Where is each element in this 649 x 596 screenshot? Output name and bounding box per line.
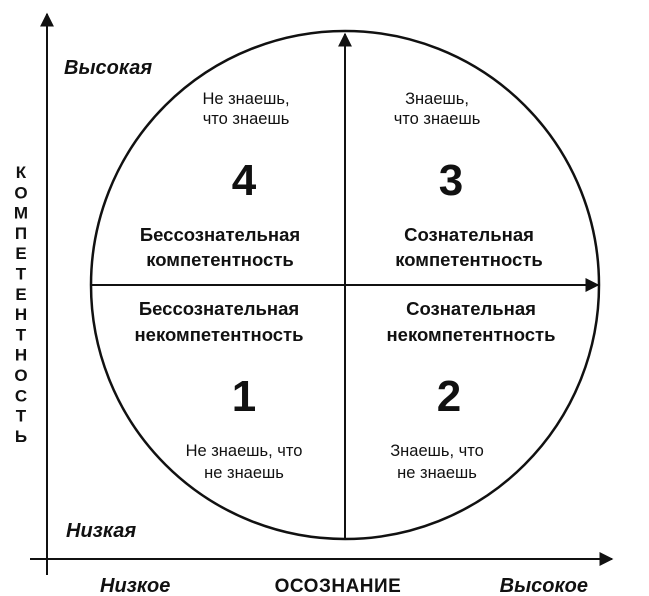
- competence-low-label: Низкая: [66, 520, 137, 542]
- quadrant-3-stage-line-2: компетентность: [395, 249, 543, 270]
- competence-axis-letter: Н: [14, 345, 28, 365]
- quadrant-1-number: 1: [231, 372, 257, 421]
- awareness-high-label: Высокое: [499, 575, 588, 596]
- quadrant-2-stage-line-2: некомпетентность: [386, 324, 556, 345]
- quadrant-4-stage-line-1: Бессознательная: [139, 224, 301, 245]
- competence-axis-letter: С: [14, 386, 28, 406]
- competence-axis-letter: Е: [15, 244, 27, 264]
- quadrant-2-desc-line-1: Знаешь, что: [390, 442, 484, 460]
- competence-axis-letter: О: [14, 366, 28, 385]
- quadrant-4-number: 4: [231, 156, 257, 205]
- quadrant-4-desc-line-2: что знаешь: [202, 110, 290, 128]
- quadrant-1: [135, 298, 304, 482]
- awareness-low-label: Низкое: [100, 575, 171, 596]
- quadrant-3-desc-line-1: Знаешь,: [405, 90, 469, 108]
- competence-axis-letter: Т: [15, 264, 27, 284]
- quadrant-2: [387, 298, 556, 482]
- competence-high-label: Высокая: [64, 57, 153, 79]
- competence-axis-letter: Н: [14, 305, 28, 325]
- awareness-axis-title: ОСОЗНАНИЕ: [274, 576, 402, 596]
- quadrant-2-number: 2: [436, 372, 462, 421]
- quadrant-4-stage-line-2: компетентность: [146, 249, 294, 270]
- quadrant-3: [394, 90, 543, 270]
- quadrant-2-desc-line-2: не знаешь: [397, 464, 477, 482]
- quadrant-3-desc-line-2: что знаешь: [393, 110, 481, 128]
- quadrant-3-stage-line-1: Сознательная: [404, 224, 534, 245]
- competence-axis-letter: П: [14, 223, 28, 243]
- competence-axis-letter: Т: [15, 325, 27, 345]
- competence-axis-letter: О: [14, 183, 28, 203]
- competence-axis-letter: К: [15, 163, 27, 182]
- quadrant-4: [140, 90, 300, 270]
- quadrant-2-stage-line-1: Сознательная: [406, 298, 536, 319]
- competence-axis-letter: М: [13, 203, 29, 223]
- quadrant-3-number: 3: [438, 156, 464, 205]
- quadrant-1-desc-line-2: не знаешь: [204, 464, 284, 482]
- competence-axis-title: [14, 163, 28, 446]
- competence-axis-letter: Т: [15, 406, 27, 426]
- quadrant-1-stage-line-1: Бессознательная: [138, 298, 300, 319]
- competence-axis-letter: Ь: [14, 426, 28, 446]
- quadrant-1-desc-line-1: Не знаешь, что: [185, 442, 303, 460]
- competence-axis-letter: Е: [15, 284, 27, 304]
- quadrant-4-desc-line-1: Не знаешь,: [202, 90, 290, 108]
- quadrant-1-stage-line-2: некомпетентность: [134, 324, 304, 345]
